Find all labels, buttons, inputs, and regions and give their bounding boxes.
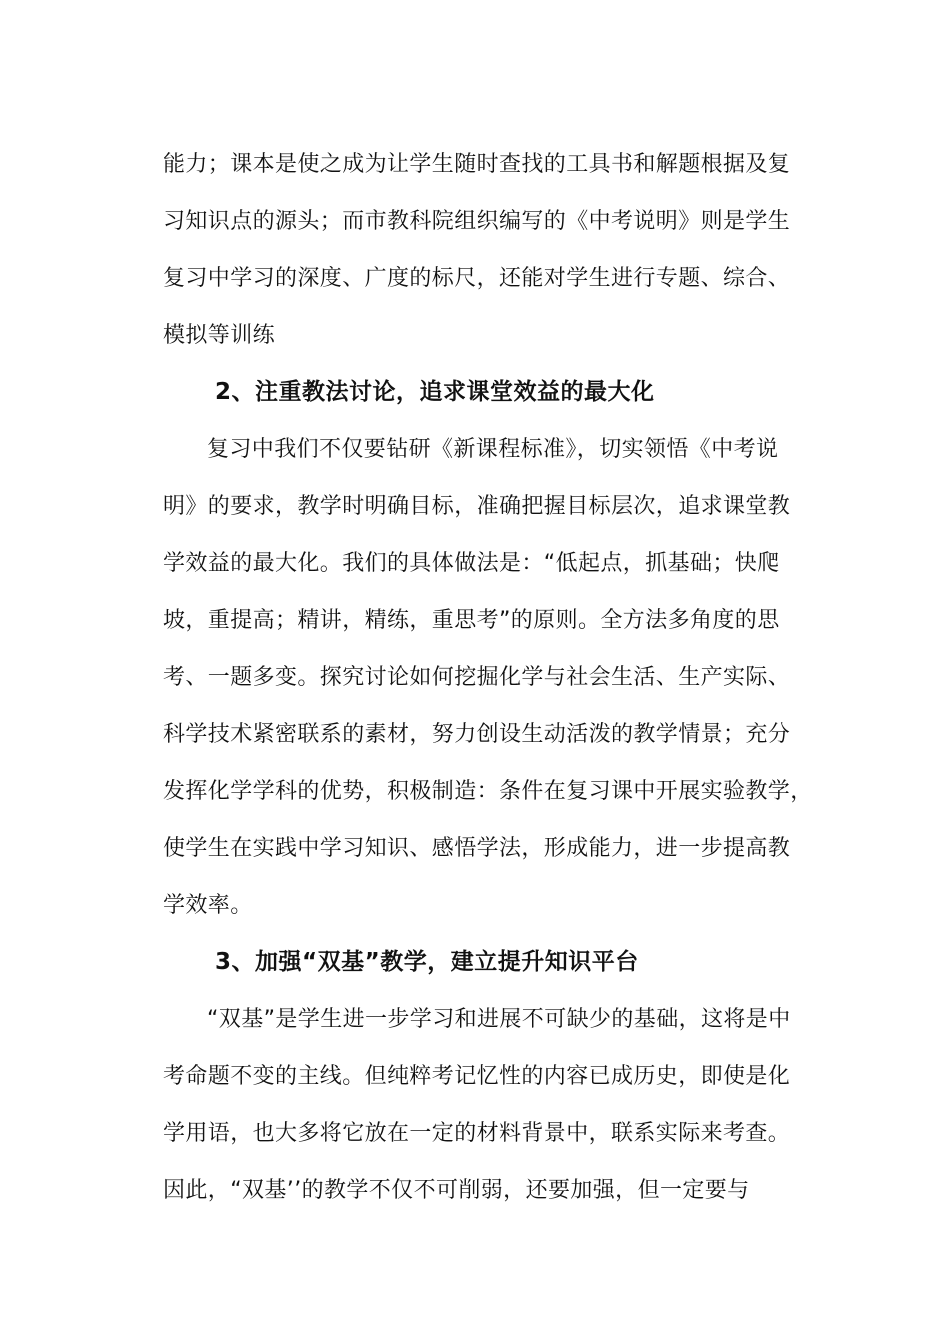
document-body bbox=[163, 136, 813, 1219]
text-line: 科学技术紧密联系的素材，努力创设生动活泼的教学情景；充分 bbox=[163, 722, 791, 747]
text-line: 使学生在实践中学习知识、感悟学法，形成能力，进一步提高教 bbox=[163, 836, 791, 861]
text-line: “双基”是学生进一步学习和进展不可缺少的基础，这将是中 bbox=[207, 1007, 791, 1032]
text-line: 考命题不变的主线。但纯粹考记忆性的内容已成历史，即使是化 bbox=[163, 1064, 791, 1089]
text-line: 学用语，也大多将它放在一定的材料背景中，联系实际来考查。 bbox=[163, 1121, 791, 1146]
text-line: 习知识点的源头；而市教科院组织编写的《中考说明》则是学生 bbox=[163, 209, 791, 234]
text-line: 坡，重提高；精讲，精练，重思考”的原则。全方法多角度的思 bbox=[163, 608, 780, 633]
text-line: 能力；课本是使之成为让学生随时查找的工具书和解题根据及复 bbox=[163, 152, 791, 177]
section-heading-3: 3、加强“双基”教学，建立提升知识平台 bbox=[215, 949, 639, 975]
text-line: 学效益的最大化。我们的具体做法是：“低起点，抓基础；快爬 bbox=[163, 551, 780, 576]
text-line: 模拟等训练 bbox=[163, 323, 276, 348]
text-line: 学效率。 bbox=[163, 893, 253, 918]
text-line: 考、一题多变。探究讨论如何挖掘化学与社会生活、生产实际、 bbox=[163, 665, 791, 690]
text-line: 发挥化学学科的优势，积极制造：条件在复习课中开展实验教学， bbox=[163, 779, 813, 804]
text-line: 明》的要求，教学时明确目标，准确把握目标层次，追求课堂教 bbox=[163, 494, 791, 519]
text-line: 因此，“双基’’的教学不仅不可削弱，还要加强，但一定要与 bbox=[163, 1178, 750, 1203]
paragraph-2 bbox=[163, 421, 813, 934]
section-heading-2: 2、注重教法讨论，追求课堂效益的最大化 bbox=[215, 379, 655, 405]
paragraph-1 bbox=[163, 136, 791, 364]
text-line: 复习中我们不仅要钻研《新课程标准》，切实领悟《中考说 bbox=[207, 437, 779, 462]
text-line: 复习中学习的深度、广度的标尺，还能对学生进行专题、综合、 bbox=[163, 266, 791, 291]
paragraph-3 bbox=[163, 991, 791, 1219]
